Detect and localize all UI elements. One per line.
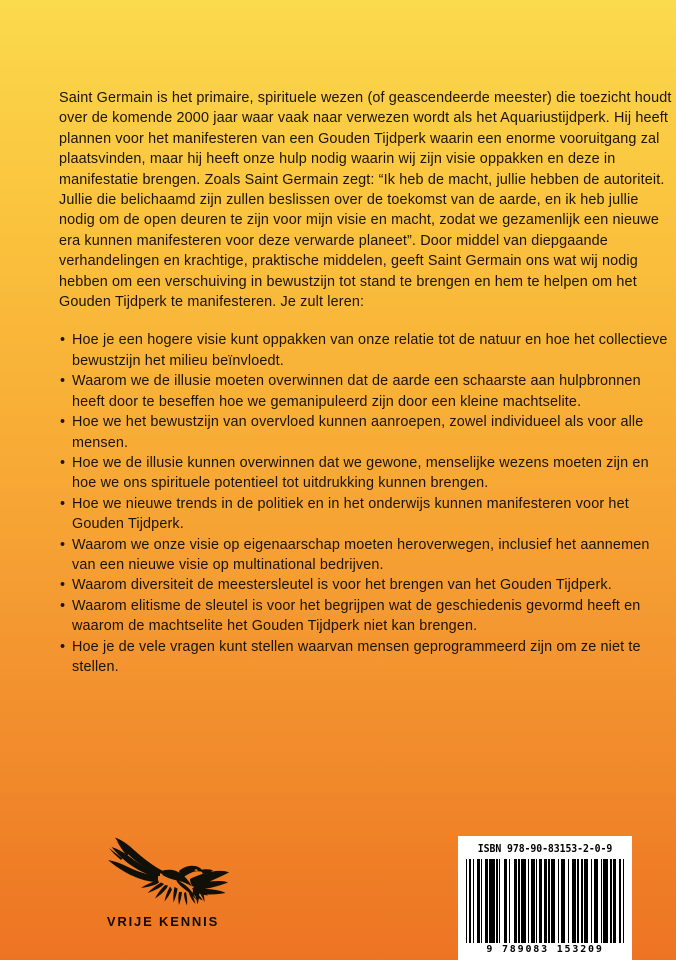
list-item (59, 637, 673, 678)
list-item (59, 494, 673, 535)
list-item (59, 453, 673, 494)
list-item-text: Hoe we het bewustzijn van overvloed kunnen aanroepen, zowel individueel als voor alle mensen. (72, 414, 644, 451)
isbn-number: ISBN 978-90-83153-2-0-9 (477, 843, 613, 855)
eagle-icon (97, 836, 229, 908)
bullet-marker: • (60, 373, 66, 390)
bullet-marker: • (60, 454, 66, 471)
barcode-stripe (623, 859, 624, 943)
list-item-text: Hoe we de illusie kunnen overwinnen dat we gewone, menselijke wezens moeten zijn en hoe we ons spirituele potentieel tot uitdrukking kunnen brengen. (72, 454, 649, 492)
list-item-text: Waarom diversiteit de meestersleutel is voor het brengen van het Gouden Tijdperk. (72, 577, 612, 594)
list-item-text: Hoe je de vele vragen kunt stellen waarvan mensen geprogrammeerd zijn om ze niet te stellen. (72, 638, 641, 675)
isbn-barcode (458, 836, 632, 964)
blurb-container (59, 88, 673, 677)
bullet-marker: • (60, 332, 66, 349)
bullet-marker: • (60, 536, 66, 553)
bullet-marker: • (60, 597, 66, 614)
publisher-logo (78, 836, 248, 929)
list-item (59, 596, 673, 637)
list-item (59, 575, 673, 595)
list-item (59, 371, 673, 412)
barcode-digits: 9 789083 153209 (486, 944, 604, 955)
list-item (59, 412, 673, 453)
bullet-marker: • (60, 414, 66, 431)
list-item-text: Waarom elitisme de sleutel is voor het begrijpen wat de geschiedenis gevormd heeft en waarom de machtselite het Gouden Tijdperk niet kan brengen. (72, 597, 641, 635)
barcode-bars (466, 859, 624, 943)
list-item (59, 330, 673, 371)
list-item-text: Waarom we de illusie moeten overwinnen dat de aarde een schaarste aan hulpbronnen heeft door te beseffen hoe we gemanipuleerd zijn door een kleine machtselite. (72, 373, 641, 410)
publisher-name: VRIJE KENNIS (106, 914, 220, 929)
list-item-text: Hoe je een hogere visie kunt oppakken van onze relatie tot de natuur en hoe het collectieve bewustzijn het milieu beïnvloedt. (72, 332, 668, 369)
bullet-marker: • (60, 495, 66, 512)
bullet-marker: • (60, 638, 66, 655)
list-item (59, 535, 673, 576)
blurb-bullet-list (59, 330, 673, 677)
blurb-paragraph: Saint Germain is het primaire, spirituele wezen (of geascendeerde meester) die toezicht houdt over de komende 2000 jaar waar vaak naar verwezen wordt als het Aquariustijdperk. Hij heeft plannen voor het manifesteren van een Gouden Tijdperk waarin een enorme vooruitgang zal plaatsvinden, maar hij heeft onze hulp nodig waarin wij zijn visie oppakken en deze in manifestatie brengen. Zoals Saint Germain zegt: “Ik heb de macht, jullie hebben de autoriteit. Jullie die belichaamd zijn zullen beslissen over de toekomst van de aarde, en ik heb jullie nodig om de open deuren te zijn voor mijn visie en macht, zodat we gezamenlijk een nieuwe era kunnen manifesteren voor deze verwarde planeet”. Door middel van diepgaande verhandelingen en krachtige, praktische middelen, geeft Saint Germain ons wat wij nodig hebben om een verschuiving in bewustzijn tot stand te brengen en hem te helpen om het Gouden Tijdperk te manifesteren. Je zult leren: (59, 90, 672, 311)
list-item-text: Waarom we onze visie op eigenaarschap moeten heroverwegen, inclusief het aannemen van een nieuwe visie op multinational bedrijven. (72, 536, 650, 573)
list-item-text: Hoe we nieuwe trends in de politiek en in het onderwijs kunnen manifesteren voor het Gouden Tijdperk. (72, 495, 629, 533)
bullet-marker: • (60, 577, 66, 594)
